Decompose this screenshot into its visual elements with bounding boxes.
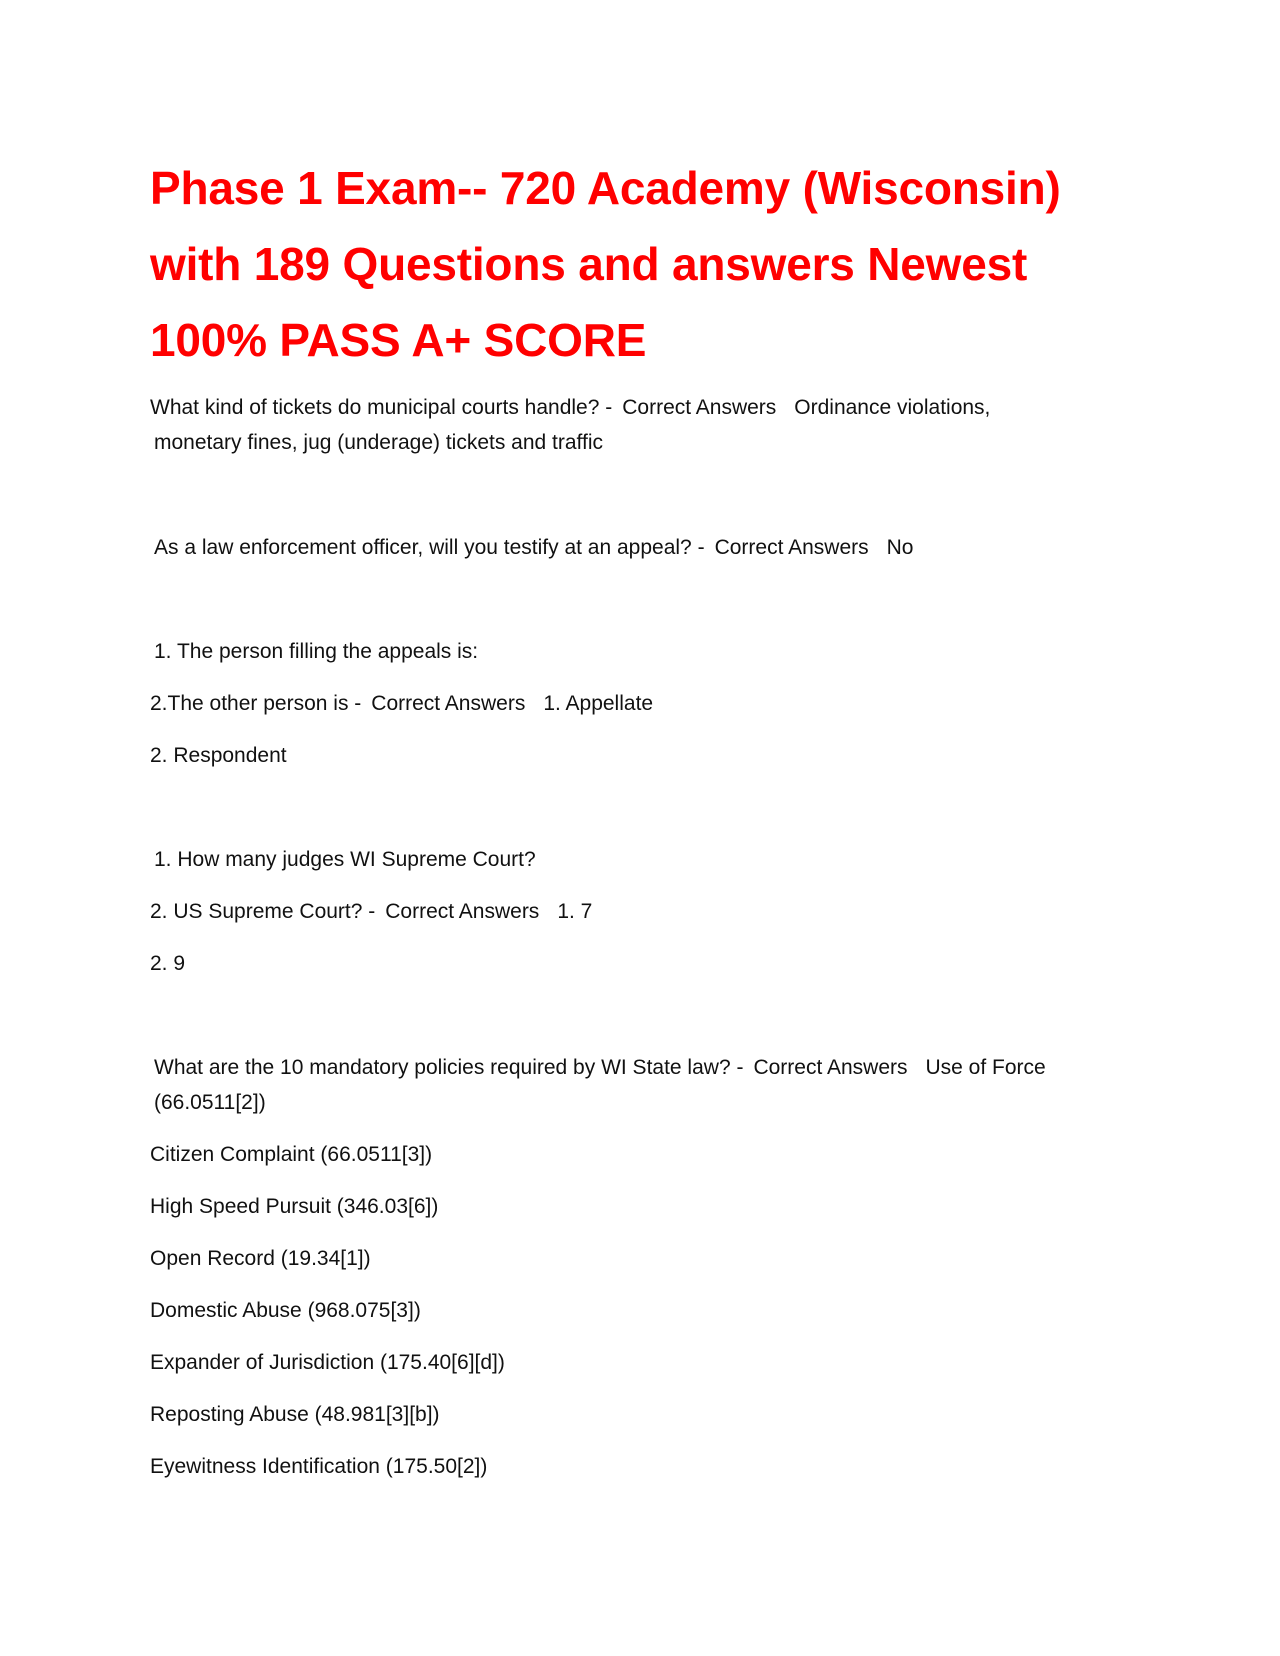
q5-question: What are the 10 mandatory policies required by WI State law? - [154,1056,744,1079]
q1-question-line [150,393,990,423]
policy-item: Eyewitness Identification (175.50[2]) [150,1455,488,1478]
policy-item: Citizen Complaint (66.0511[3]) [150,1143,433,1166]
q3-answer-line1: 1. Appellate [543,692,654,715]
q4-answer-line2: 2. 9 [150,952,186,975]
q4-correct-label: Correct Answers [385,900,540,923]
policy-item: High Speed Pursuit (346.03[6]) [150,1195,439,1218]
q5-question-line [154,1053,1046,1083]
q3-line2 [150,689,653,719]
q5-answer-line2: (66.0511[2]) [154,1091,266,1114]
q2-question: As a law enforcement officer, will you testify at an appeal? - [154,536,705,559]
q2-correct-label: Correct Answers [714,536,869,559]
q1-answer-line1: Ordinance violations, [794,396,991,419]
q4-question-line1: 1. How many judges WI Supreme Court? [154,848,536,871]
q1-question: What kind of tickets do municipal courts handle? - [150,396,613,419]
q1-answer-line2: monetary fines, jug (underage) tickets and traffic [154,431,604,454]
q3-answer-line2: 2. Respondent [150,744,287,767]
q5-answer-line1: Use of Force [925,1056,1046,1079]
title-line-3: 100% PASS A+ SCORE [150,314,647,366]
title-line-2: with 189 Questions and answers Newest [150,238,1028,290]
q5-correct-label: Correct Answers [753,1056,908,1079]
q3-question-line2: 2.The other person is - [150,692,362,715]
q2-line [154,533,913,563]
q4-question-line2: 2. US Supreme Court? - [150,900,376,923]
policy-item: Domestic Abuse (968.075[3]) [150,1299,421,1322]
policy-item: Open Record (19.34[1]) [150,1247,371,1270]
q1-correct-label: Correct Answers [622,396,777,419]
q4-answer-line1: 1. 7 [557,900,593,923]
policy-item: Expander of Jurisdiction (175.40[6][d]) [150,1351,505,1374]
q2-answer: No [886,536,914,559]
policy-item: Reposting Abuse (48.981[3][b]) [150,1403,440,1426]
title-line-1: Phase 1 Exam-- 720 Academy (Wisconsin) [150,162,1061,214]
q4-line2 [150,897,592,927]
q3-question-line1: 1. The person filling the appeals is: [154,640,479,663]
document-title [150,150,1150,378]
q3-correct-label: Correct Answers [371,692,526,715]
